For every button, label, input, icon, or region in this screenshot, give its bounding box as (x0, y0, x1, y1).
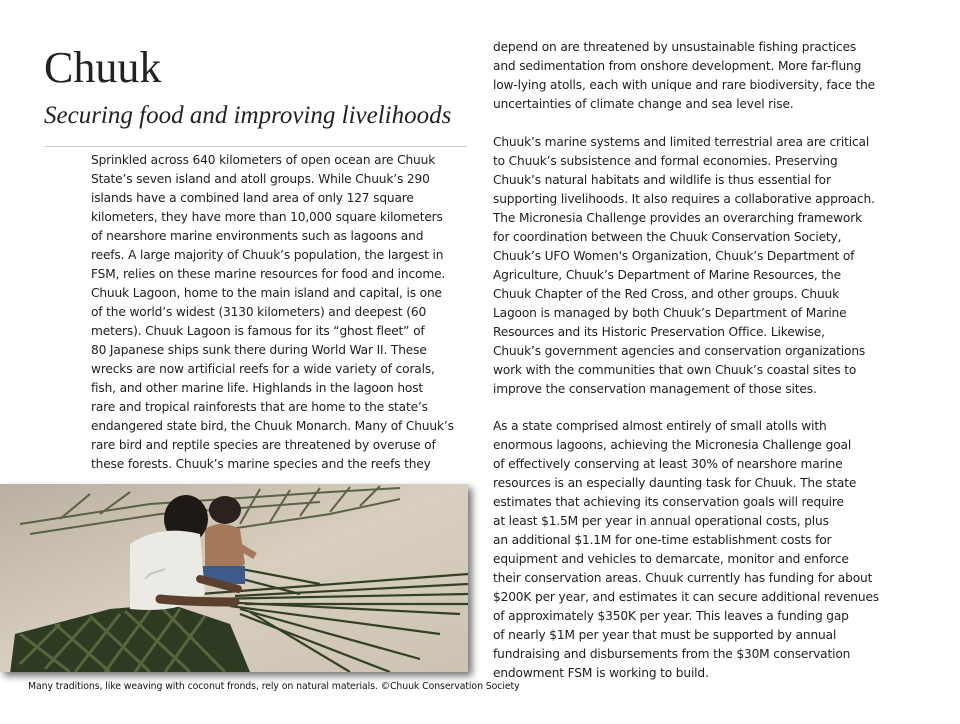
text-line: depend on are threatened by unsustainable fishing practices (493, 40, 857, 54)
text-line: for coordination between the Chuuk Conservation Society, (493, 230, 842, 244)
text-line: fish, and other marine life. Highlands in the lagoon host (91, 381, 424, 395)
text-line: fundraising and disbursements from the $30M conservation (493, 647, 851, 661)
text-line: reefs. A large majority of Chuuk’s population, the largest in (91, 248, 444, 262)
text-line: $200K per year, and estimates it can secure additional revenues (493, 590, 879, 604)
text-line: FSM, relies on these marine resources for food and income. (91, 267, 446, 281)
text-line: Chuuk’s natural habitats and wildlife is thus essential for (493, 173, 831, 187)
text-line: their conservation areas. Chuuk currently has funding for about (493, 571, 873, 585)
text-line: of nearly $1M per year that must be supported by annual (493, 628, 837, 642)
text-line: low-lying atolls, each with unique and rare biodiversity, face the (493, 78, 875, 92)
text-line: of nearshore marine environments such as lagoons and (91, 229, 424, 243)
right-paragraph-2 (493, 133, 875, 399)
text-line: of effectively conserving at least 30% of nearshore marine (493, 457, 843, 471)
text-line: islands have a combined land area of only 127 square (91, 191, 414, 205)
text-line: Chuuk’s government agencies and conservation organizations (493, 344, 866, 358)
text-line: wrecks are now artificial reefs for a wide variety of corals, (91, 362, 435, 376)
text-line: Sprinkled across 640 kilometers of open ocean are Chuuk (91, 153, 436, 167)
text-line: work with the communities that own Chuuk’s coastal sites to (493, 363, 857, 377)
text-line: estimates that achieving its conservation goals will require (493, 495, 844, 509)
text-line: equipment and vehicles to demarcate, monitor and enforce (493, 552, 849, 566)
text-line: an additional $1.1M for one-time establishment costs for (493, 533, 832, 547)
text-line: uncertainties of climate change and sea level rise. (493, 97, 794, 111)
text-line: State’s seven island and atoll groups. While Chuuk’s 290 (91, 172, 430, 186)
text-line: kilometers, they have more than 10,000 square kilometers (91, 210, 443, 224)
text-line: Lagoon is managed by both Chuuk’s Department of Marine (493, 306, 847, 320)
text-line: The Micronesia Challenge provides an overarching framework (493, 211, 862, 225)
right-paragraph-3 (493, 417, 879, 683)
text-line: Resources and its Historic Preservation Office. Likewise, (493, 325, 825, 339)
text-line: Chuuk’s UFO Women's Organization, Chuuk’s Department of (493, 249, 855, 263)
text-line: resources is an especially daunting task for Chuuk. The state (493, 476, 857, 490)
text-line: supporting livelihoods. It also requires a collaborative approach. (493, 192, 875, 206)
text-line: endangered state bird, the Chuuk Monarch. Many of Chuuk’s (91, 419, 454, 433)
text-line: to Chuuk’s subsistence and formal economies. Preserving (493, 154, 838, 168)
text-line: meters). Chuuk Lagoon is famous for its “ghost fleet” of (91, 324, 425, 338)
text-line: rare and tropical rainforests that are home to the state’s (91, 400, 428, 414)
page-title: Chuuk (44, 43, 162, 92)
text-line: As a state comprised almost entirely of small atolls with (493, 419, 827, 433)
text-line: endowment FSM is working to build. (493, 666, 709, 680)
text-line: Chuuk Lagoon, home to the main island and capital, is one (91, 286, 442, 300)
text-line: and sedimentation from onshore development. More far-flung (493, 59, 862, 73)
text-line: of the world’s widest (3130 kilometers) and deepest (60 (91, 305, 427, 319)
text-line: Chuuk Chapter of the Red Cross, and other groups. Chuuk (493, 287, 840, 301)
right-paragraph-1 (493, 38, 875, 114)
page-subtitle: Securing food and improving livelihoods (44, 102, 452, 129)
text-line: Agriculture, Chuuk’s Department of Marine Resources, the (493, 268, 841, 282)
text-line: at least $1.5M per year in annual operational costs, plus (493, 514, 829, 528)
text-line: 80 Japanese ships sunk there during World War II. These (91, 343, 427, 357)
text-line: Chuuk’s marine systems and limited terrestrial area are critical (493, 135, 870, 149)
title-divider (44, 146, 467, 147)
weaving-photo-illustration (0, 484, 468, 672)
text-line: rare bird and reptile species are threatened by overuse of (91, 438, 436, 452)
weaving-photo (0, 484, 468, 672)
left-column-text (91, 151, 454, 474)
text-line: improve the conservation management of those sites. (493, 382, 817, 396)
text-line: these forests. Chuuk’s marine species and the reefs they (91, 457, 431, 471)
photo-caption: Many traditions, like weaving with coconut fronds, rely on natural materials. ©Chuuk Conservation Society (28, 681, 520, 692)
text-line: enormous lagoons, achieving the Micronesia Challenge goal (493, 438, 852, 452)
text-line: of approximately $350K per year. This leaves a funding gap (493, 609, 849, 623)
